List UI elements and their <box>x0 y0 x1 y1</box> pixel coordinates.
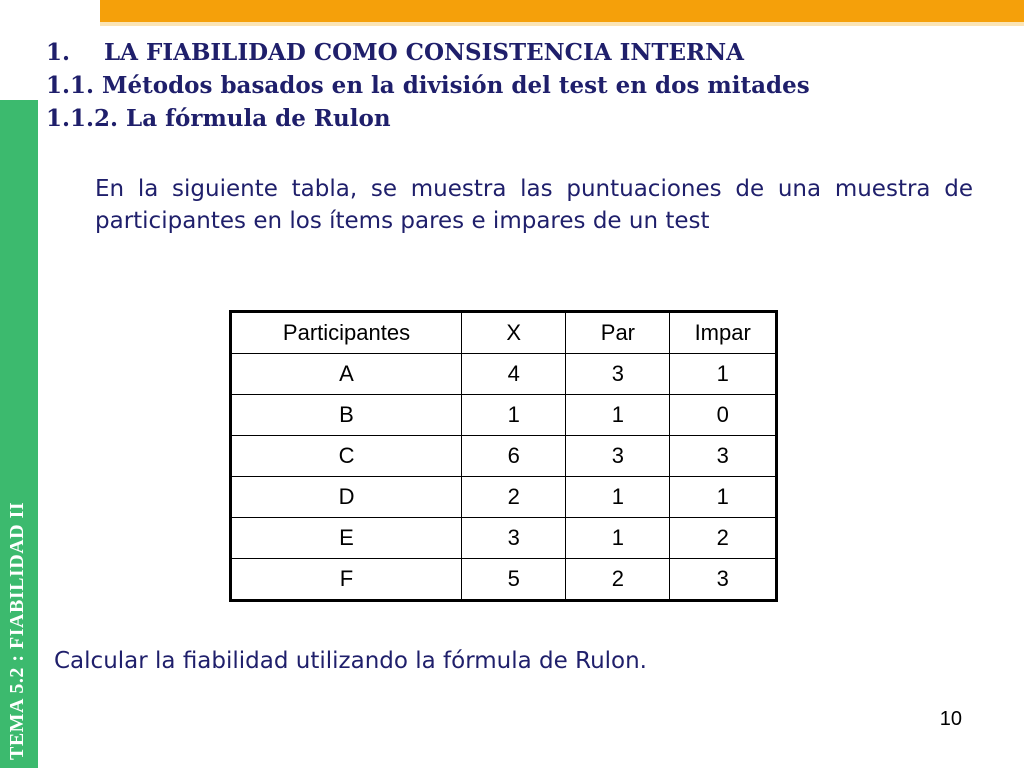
scores-table <box>229 310 778 602</box>
heading-level-3: 1.1.2. La fórmula de Rulon <box>46 105 391 132</box>
table-cell: 3 <box>670 436 777 477</box>
side-section-label: TEMA 5.2 : FIABILIDAD II <box>6 501 28 760</box>
top-accent-line <box>100 22 1024 26</box>
table-cell: 4 <box>462 354 566 395</box>
table-cell: 1 <box>670 354 777 395</box>
column-header: Par <box>566 312 670 354</box>
table-row <box>231 477 777 518</box>
table-cell: F <box>231 559 462 601</box>
heading-level-2: 1.1. Métodos basados en la división del test en dos mitades <box>46 72 810 99</box>
table-cell: 1 <box>670 477 777 518</box>
table-cell: E <box>231 518 462 559</box>
table-cell: 3 <box>566 354 670 395</box>
table-cell: 3 <box>670 559 777 601</box>
table-cell: 1 <box>462 395 566 436</box>
column-header: X <box>462 312 566 354</box>
table-cell: 2 <box>462 477 566 518</box>
slide-headings <box>46 36 810 135</box>
table-cell: 1 <box>566 395 670 436</box>
table-cell: 1 <box>566 518 670 559</box>
table-cell: A <box>231 354 462 395</box>
table-cell: C <box>231 436 462 477</box>
column-header: Impar <box>670 312 777 354</box>
table-cell: 6 <box>462 436 566 477</box>
column-header: Participantes <box>231 312 462 354</box>
heading-level-1-text: LA FIABILIDAD COMO CONSISTENCIA INTERNA <box>104 39 745 66</box>
table-cell: 2 <box>566 559 670 601</box>
table-row <box>231 559 777 601</box>
exercise-question: Calcular la fiabilidad utilizando la fórmula de Rulon. <box>54 648 647 674</box>
page-number: 10 <box>939 708 962 730</box>
table-cell: 3 <box>566 436 670 477</box>
heading-level-1 <box>46 36 810 69</box>
table-cell: 3 <box>462 518 566 559</box>
top-accent-bar <box>100 0 1024 22</box>
heading-level-1-number: 1. <box>46 39 71 66</box>
intro-paragraph: En la siguiente tabla, se muestra las puntuaciones de una muestra de participantes en los ítems pares e impares de un test <box>95 176 973 234</box>
table-cell: 1 <box>566 477 670 518</box>
table-cell: 0 <box>670 395 777 436</box>
table-header-row <box>231 312 777 354</box>
table-row <box>231 395 777 436</box>
table-row <box>231 436 777 477</box>
table-cell: B <box>231 395 462 436</box>
table-row <box>231 354 777 395</box>
table-cell: 2 <box>670 518 777 559</box>
table-cell: 5 <box>462 559 566 601</box>
table-row <box>231 518 777 559</box>
table-cell: D <box>231 477 462 518</box>
